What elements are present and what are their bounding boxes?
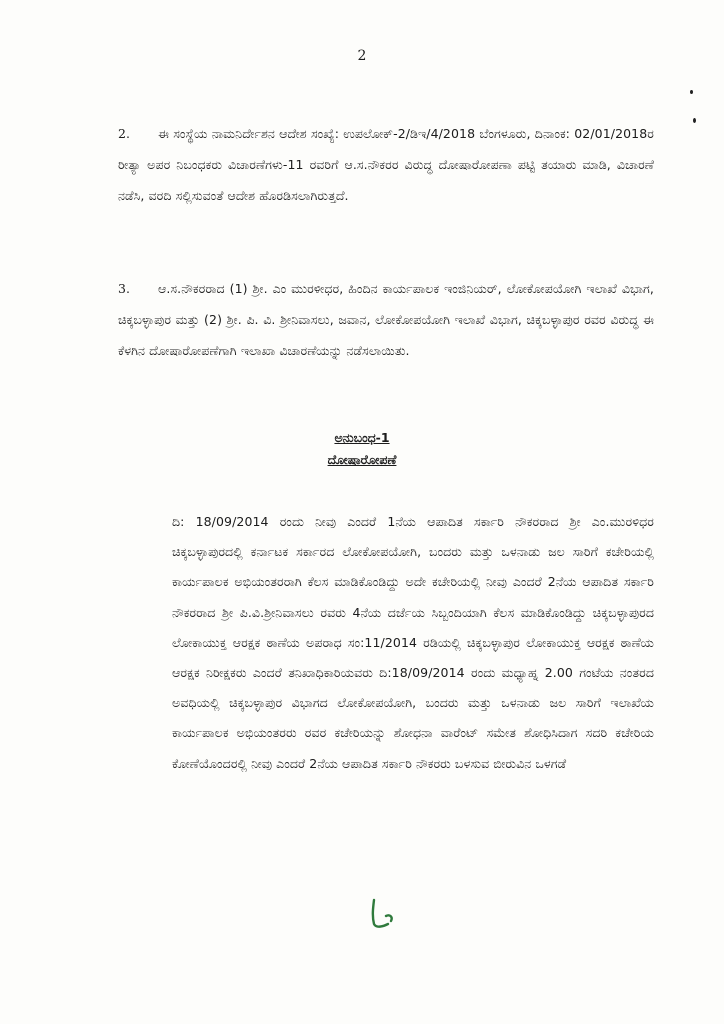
paragraph-number: 2. bbox=[118, 126, 131, 141]
page-number: 2 bbox=[357, 48, 367, 64]
paragraph-number: 3. bbox=[118, 281, 131, 296]
paragraph-2 bbox=[118, 118, 654, 211]
paragraph-3 bbox=[118, 273, 654, 366]
annexure-title: ಅನುಬಂಧ-1 bbox=[334, 430, 390, 445]
scan-speck bbox=[693, 118, 696, 123]
charge-paragraph: ದಿ: 18/09/2014 ರಂದು ನೀವು ಎಂದರೆ 1ನೆಯ ಆಪಾದಿತ ಸರ್ಕಾರಿ ನೌಕರರಾದ ಶ್ರೀ ಎಂ.ಮುರಳಿಧರ ಚಿಕ್ಕಬಳ್ಳಾಪುರದಲ್ಲಿ ಕರ್ನಾಟಕ ಸರ್ಕಾರದ ಲೋಕೋಪಯೋಗಿ, ಬಂದರು ಮತ್ತು ಒಳನಾಡು ಜಲ ಸಾರಿಗೆ ಕಚೇರಿಯಲ್ಲಿ ಕಾರ್ಯಪಾಲಕ ಅಭಿಯಂತರರಾಗಿ ಕೆಲಸ ಮಾಡಿಕೊಂಡಿದ್ದು ಅದೇ ಕಚೇರಿಯಲ್ಲಿ ನೀವು ಎಂದರೆ 2ನೆಯ ಆಪಾದಿತ ಸರ್ಕಾರಿ ನೌಕರರಾದ ಶ್ರೀ ಪಿ.ವಿ.ಶ್ರೀನಿವಾಸಲು ರವರು 4ನೆಯ ದರ್ಜೆಯ ಸಿಬ್ಬಂದಿಯಾಗಿ ಕೆಲಸ ಮಾಡಿಕೊಂಡಿದ್ದು ಚಿಕ್ಕಬಳ್ಳಾಪುರದ ಲೋಕಾಯುಕ್ತ ಆರಕ್ಷಕ ಠಾಣೆಯ ಅಪರಾಧ ಸಂ:11/2014 ರಡಿಯಲ್ಲಿ ಚಿಕ್ಕಬಳ್ಳಾಪುರ ಲೋಕಾಯುಕ್ತ ಆರಕ್ಷಕ ಠಾಣೆಯ ಆರಕ್ಷಕ ನಿರೀಕ್ಷಕರು ಎಂದರೆ ತನಿಖಾಧಿಕಾರಿಯವರು ದಿ:18/09/2014 ರಂದು ಮಧ್ಯಾಹ್ನ 2.00 ಗಂಟೆಯ ನಂತರದ ಅವಧಿಯಲ್ಲಿ ಚಿಕ್ಕಬಳ್ಳಾಪುರ ವಿಭಾಗದ ಲೋಕೋಪಯೋಗಿ, ಬಂದರು ಮತ್ತು ಒಳನಾಡು ಜಲ ಸಾರಿಗೆ ಇಲಾಖೆಯ ಕಾರ್ಯಪಾಲಕ ಅಭಿಯಂತರರು ರವರ ಕಚೇರಿಯನ್ನು ಶೋಧನಾ ವಾರೆಂಟ್ ಸಮೇತ ಶೋಧಿಸಿದಾಗ ಸದರಿ ಕಚೇರಿಯ ಕೋಣೆಯೊಂದರಲ್ಲಿ ನೀವು ಎಂದರೆ 2ನೆಯ ಆಪಾದಿತ ಸರ್ಕಾರಿ ನೌಕರರು ಬಳಸುವ ಬೀರುವಿನ ಒಳಗಡೆ bbox=[172, 514, 654, 771]
paragraph-text: ಆ.ಸ.ನೌಕರರಾದ (1) ಶ್ರೀ. ಎಂ ಮುರಳೀಧರ, ಹಿಂದಿನ ಕಾರ್ಯಪಾಲಕ ಇಂಜಿನಿಯರ್, ಲೋಕೋಪಯೋಗಿ ಇಲಾಖೆ ವಿಭಾಗ, ಚಿಕ್ಕಬಳ್ಳಾಪುರ ಮತ್ತು (2) ಶ್ರೀ. ಪಿ. ವಿ. ಶ್ರೀನಿವಾಸಲು, ಜವಾನ, ಲೋಕೋಪಯೋಗಿ ಇಲಾಖೆ ವಿಭಾಗ, ಚಿಕ್ಕಬಳ್ಳಾಪುರ ರವರ ವಿರುದ್ಧ ಈ ಕೆಳಗಿನ ದೋಷಾರೋಪಣೆಗಾಗಿ ಇಲಾಖಾ ವಿಚಾರಣೆಯನ್ನು ನಡೆಸಲಾಯಿತು. bbox=[118, 281, 654, 358]
handwritten-initial bbox=[364, 894, 404, 934]
scan-speck bbox=[690, 90, 693, 94]
paragraph-text: ಈ ಸಂಸ್ಥೆಯ ನಾಮನಿರ್ದೇಶನ ಆದೇಶ ಸಂಖ್ಯೆ: ಉಪಲೋಕ್-2/ಡಿಇ/4/2018 ಬೆಂಗಳೂರು, ದಿನಾಂಕ: 02/01/2018ರ ರೀತ್ಯಾ ಅಪರ ನಿಬಂಧಕರು ವಿಚಾರಣೆಗಳು-11 ರವರಿಗೆ ಆ.ಸ.ನೌಕರರ ವಿರುದ್ಧ ದೋಷಾರೋಪಣಾ ಪಟ್ಟಿ ತಯಾರು ಮಾಡಿ, ವಿಚಾರಣೆ ನಡೆಸಿ, ವರದಿ ಸಲ್ಲಿಸುವಂತೆ ಆದೇಶ ಹೊರಡಿಸಲಾಗಿರುತ್ತದೆ. bbox=[118, 126, 654, 203]
annexure-subtitle: ದೋಷಾರೋಪಣೆ bbox=[327, 452, 397, 467]
